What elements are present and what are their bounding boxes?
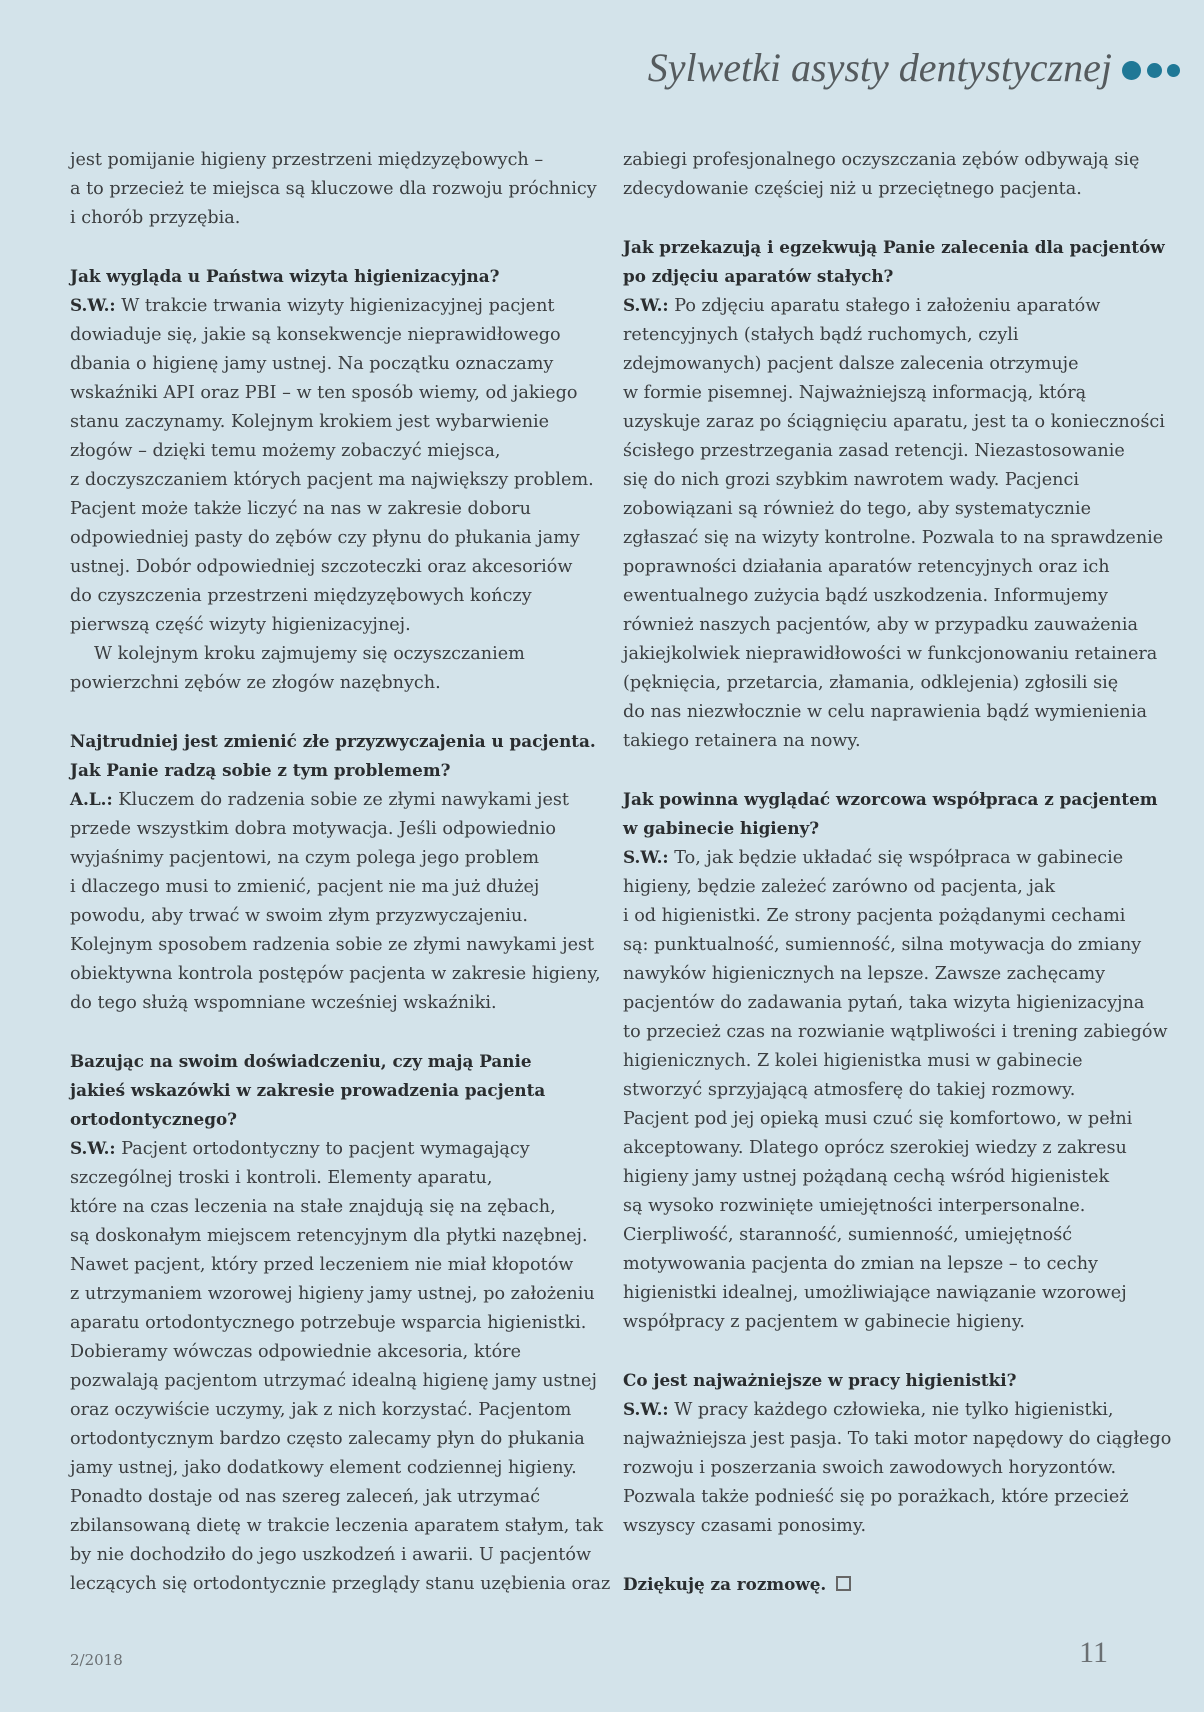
- text-line: akceptowany. Dlatego oprócz szerokiej wiedzy z zakresu: [623, 1138, 1127, 1158]
- text-line: higienicznych. Z kolei higienistka musi w gabinecie: [623, 1051, 1083, 1071]
- text-line: W pracy każdego człowieka, nie tylko higienistki,: [668, 1400, 1114, 1420]
- text-line: i od higienistki. Ze strony pacjenta pożądanymi cechami: [623, 906, 1126, 926]
- text-line: oraz oczywiście uczymy, jak z nich korzystać. Pacjentom: [70, 1400, 572, 1420]
- speaker-initials: S.W.:: [70, 295, 116, 315]
- text-line: to przecież czas na rozwianie wątpliwości i trening zabiegów: [623, 1022, 1168, 1042]
- text-line: ewentualnego zużycia bądź uszkodzenia. Informujemy: [623, 586, 1108, 606]
- text-line: z utrzymaniem wzorowej higieny jamy ustnej, po założeniu: [70, 1284, 595, 1304]
- text-line: wskaźniki API oraz PBI – w ten sposób wiemy, od jakiego: [70, 383, 578, 403]
- text-line: współpracy z pacjentem w gabinecie higieny.: [623, 1312, 1025, 1332]
- text-line: Kluczem do radzenia sobie ze złymi nawykami jest: [112, 790, 569, 810]
- right-column: [623, 146, 1172, 1600]
- speaker-initials: S.W.:: [623, 847, 669, 867]
- text-line: jamy ustnej, jako dodatkowy element codziennej higieny.: [70, 1458, 577, 1478]
- end-mark-square-icon: [836, 1576, 851, 1591]
- text-line: W trakcie trwania wizyty higienizacyjnej pacjent: [115, 296, 555, 316]
- text-line: szczególnej troski i kontroli. Elementy aparatu,: [70, 1168, 493, 1188]
- interview-question: po zdjęciu aparatów stałych?: [623, 266, 894, 286]
- text-line: Pacjent może także liczyć na nas w zakresie doboru: [70, 499, 531, 519]
- text-line: które na czas leczenia na stałe znajdują się na zębach,: [70, 1197, 556, 1217]
- text-line: ortodontycznym bardzo często zalecamy płyn do płukania: [70, 1429, 585, 1449]
- text-line: z doczyszczaniem których pacjent ma największy problem.: [70, 470, 594, 490]
- text-line: motywowania pacjenta do zmian na lepsze – to cechy: [623, 1254, 1098, 1274]
- page-number: 11: [1079, 1636, 1108, 1669]
- text-line: najważniejsza jest pasja. To taki motor napędowy do ciągłego: [623, 1429, 1172, 1449]
- text-line: Pacjent ortodontyczny to pacjent wymagający: [115, 1139, 530, 1159]
- text-line: i chorób przyzębia.: [70, 208, 241, 228]
- text-line: są: punktualność, sumienność, silna motywacja do zmiany: [623, 935, 1142, 955]
- interview-question: Najtrudniej jest zmienić złe przyzwyczajenia u pacjenta.: [70, 731, 596, 751]
- text-line: (pęknięcia, przetarcia, złamania, odklejenia) zgłosili się: [623, 673, 1119, 693]
- text-line: Nawet pacjent, który przed leczeniem nie miał kłopotów: [70, 1255, 574, 1275]
- answer-line: [623, 291, 1153, 321]
- text-line: higieny, będzie zależeć zarówno od pacjenta, jak: [623, 877, 1056, 897]
- text-line: są doskonałym miejscem retencyjnym dla płytki nazębnej.: [70, 1226, 588, 1246]
- text-line: się do nich grozi szybkim nawrotem wady. Pacjenci: [623, 470, 1079, 490]
- answer-line: [70, 1134, 592, 1164]
- text-line: złogów – dzięki temu możemy zobaczyć miejsca,: [70, 441, 501, 461]
- running-header-title: Sylwetki asysty dentystycznej: [647, 45, 1112, 90]
- text-line: obiektywna kontrola postępów pacjenta w zakresie higieny,: [70, 964, 601, 984]
- speaker-initials: S.W.:: [623, 295, 669, 315]
- interview-question: jakieś wskazówki w zakresie prowadzenia pacjenta: [70, 1080, 546, 1100]
- interview-question: Jak powinna wyglądać wzorcowa współpraca z pacjentem: [623, 789, 1158, 809]
- text-line: zbilansowaną dietę w trakcie leczenia aparatem stałym, tak: [70, 1516, 604, 1536]
- answer-line: [70, 785, 592, 815]
- text-line: pozwalają pacjentom utrzymać idealną higienę jamy ustnej: [70, 1371, 597, 1391]
- text-line: Cierpliwość, staranność, sumienność, umiejętność: [623, 1225, 1073, 1245]
- text-line: zdejmowanych) pacjent dalsze zalecenia otrzymuje: [623, 354, 1079, 374]
- text-line: Kolejnym sposobem radzenia sobie ze złymi nawykami jest: [70, 935, 595, 955]
- text-line: W kolejnym kroku zajmujemy się oczyszczaniem: [94, 644, 525, 664]
- text-line: pierwszą część wizyty higienizacyjnej.: [70, 615, 411, 635]
- text-line: zobowiązani są również do tego, aby systematycznie: [623, 499, 1092, 519]
- text-line: jakiejkolwiek nieprawidłowości w funkcjonowaniu retainera: [623, 644, 1158, 664]
- interview-question: Jak przekazują i egzekwują Panie zalecenia dla pacjentów: [623, 237, 1165, 257]
- text-line: leczących się ortodontycznie przeglądy stanu uzębienia oraz: [70, 1574, 611, 1594]
- answer-line: [623, 1395, 1153, 1425]
- text-line: wszyscy czasami ponosimy.: [623, 1516, 867, 1536]
- text-line: przede wszystkim dobra motywacja. Jeśli odpowiednio: [70, 819, 556, 839]
- text-line: higieny jamy ustnej pożądaną cechą wśród higienistek: [623, 1167, 1110, 1187]
- text-line: zabiegi profesjonalnego oczyszczania zębów odbywają się: [623, 150, 1140, 170]
- text-line: stanu zaczynamy. Kolejnym krokiem jest wybarwienie: [70, 412, 550, 432]
- text-line: higienistki idealnej, umożliwiające nawiązanie wzorowej: [623, 1283, 1127, 1303]
- text-line: poprawności działania aparatów retencyjnych oraz ich: [623, 557, 1110, 577]
- text-line: zdecydowanie częściej niż u przeciętnego pacjenta.: [623, 179, 1082, 199]
- issue-number: 2/2018: [70, 1651, 123, 1669]
- text-line: do tego służą wspomniane wcześniej wskaźniki.: [70, 993, 497, 1013]
- text-line: Ponadto dostaje od nas szereg zaleceń, jak utrzymać: [70, 1487, 541, 1507]
- speaker-initials: S.W.:: [623, 1399, 669, 1419]
- text-line: również naszych pacjentów, aby w przypadku zauważenia: [623, 615, 1138, 635]
- text-line: a to przecież te miejsca są kluczowe dla rozwoju próchnicy: [70, 179, 597, 199]
- text-line: retencyjnych (stałych bądź ruchomych, czyli: [623, 325, 1019, 345]
- text-line: Pacjent pod jej opieką musi czuć się komfortowo, w pełni: [623, 1109, 1133, 1129]
- speaker-initials: S.W.:: [70, 1138, 116, 1158]
- text-line: To, jak będzie układać się współpraca w gabinecie: [668, 848, 1124, 868]
- text-line: by nie dochodziło do jego uszkodzeń i awarii. U pacjentów: [70, 1545, 592, 1565]
- dot-icon: [1167, 64, 1180, 77]
- text-line: zgłaszać się na wizyty kontrolne. Pozwala to na sprawdzenie: [623, 528, 1164, 548]
- dot-icon: [1147, 63, 1162, 78]
- text-line: aparatu ortodontycznego potrzebuje wsparcia higienistki.: [70, 1313, 587, 1333]
- text-line: Po zdjęciu aparatu stałego i założeniu aparatów: [668, 296, 1101, 316]
- interview-question: w gabinecie higieny?: [623, 818, 820, 838]
- text-line: dbania o higienę jamy ustnej. Na początku oznaczamy: [70, 354, 554, 374]
- text-line: ścisłego przestrzegania zasad retencji. Niezastosowanie: [623, 441, 1125, 461]
- text-line: i dlaczego musi to zmienić, pacjent nie ma już dłużej: [70, 877, 540, 897]
- interview-question: Jak Panie radzą sobie z tym problemem?: [70, 760, 451, 780]
- answer-line: [623, 843, 1153, 873]
- text-line: jest pomijanie higieny przestrzeni międzyzębowych –: [70, 150, 544, 170]
- interview-question: Co jest najważniejsze w pracy higienistki?: [623, 1370, 1017, 1390]
- text-line: powierzchni zębów ze złogów nazębnych.: [70, 673, 441, 693]
- text-line: rozwoju i poszerzania swoich zawodowych horyzontów.: [623, 1458, 1117, 1478]
- text-line: do czyszczenia przestrzeni międzyzębowych kończy: [70, 586, 532, 606]
- text-line: Pozwala także podnieść się po porażkach, które przecież: [623, 1487, 1129, 1507]
- text-line: pacjentów do zadawania pytań, taka wizyta higienizacyjna: [623, 993, 1145, 1013]
- text-line: Dobieramy wówczas odpowiednie akcesoria, które: [70, 1342, 521, 1362]
- text-line: w formie pisemnej. Najważniejszą informacją, którą: [623, 383, 1087, 403]
- text-line: nawyków higienicznych na lepsze. Zawsze zachęcamy: [623, 964, 1106, 984]
- text-line: odpowiedniej pasty do zębów czy płynu do płukania jamy: [70, 528, 580, 548]
- left-column: [70, 146, 611, 1599]
- text-line: są wysoko rozwinięte umiejętności interpersonalne.: [623, 1196, 1086, 1216]
- closing-thanks: Dziękuję za rozmowę.: [623, 1574, 827, 1594]
- text-line: wyjaśnimy pacjentowi, na czym polega jego problem: [70, 848, 540, 868]
- interview-question: ortodontycznego?: [70, 1109, 237, 1129]
- interview-question: Jak wygląda u Państwa wizyta higienizacyjna?: [70, 266, 500, 286]
- text-line: dowiaduje się, jakie są konsekwencje nieprawidłowego: [70, 325, 561, 345]
- text-line: powodu, aby trwać w swoim złym przyzwyczajeniu.: [70, 906, 528, 926]
- interview-question: Bazując na swoim doświadczeniu, czy mają Panie: [70, 1051, 532, 1071]
- text-line: do nas niezwłocznie w celu naprawienia bądź wymienienia: [623, 702, 1147, 722]
- text-line: uzyskuje zaraz po ściągnięciu aparatu, jest ta o konieczności: [623, 412, 1165, 432]
- text-line: takiego retainera na nowy.: [623, 731, 861, 751]
- answer-line: [70, 291, 592, 321]
- text-line: ustnej. Dobór odpowiedniej szczoteczki oraz akcesoriów: [70, 557, 573, 577]
- dot-icon: [1122, 61, 1141, 80]
- closing-line: [623, 1570, 1153, 1600]
- speaker-initials: A.L.:: [70, 789, 113, 809]
- header-dots-ornament: [1122, 60, 1186, 80]
- text-line: stworzyć sprzyjającą atmosferę do takiej rozmowy.: [623, 1080, 1076, 1100]
